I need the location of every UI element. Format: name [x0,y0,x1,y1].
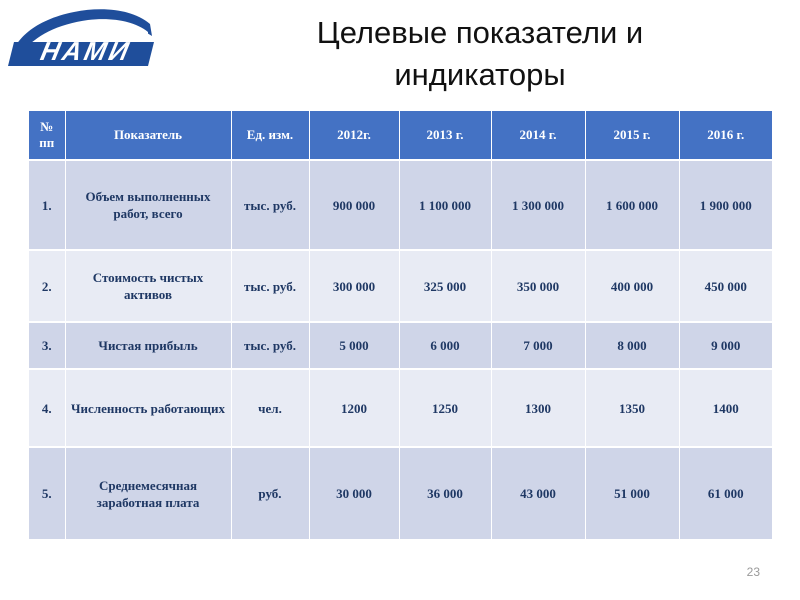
row-number: 2. [29,250,65,322]
value-2013: 1 100 000 [399,160,491,250]
unit-cell: тыс. руб. [231,322,309,369]
table-row [29,447,772,539]
header-row [29,111,772,160]
header-2013: 2013 г. [399,111,491,160]
header-2015: 2015 г. [585,111,679,160]
value-2013: 36 000 [399,447,491,539]
indicator-name: Численность работающих [65,369,231,447]
unit-cell: чел. [231,369,309,447]
value-2016: 61 000 [679,447,772,539]
value-2014: 7 000 [491,322,585,369]
value-2013: 6 000 [399,322,491,369]
header-indicator: Показатель [65,111,231,160]
page-title [200,12,760,96]
value-2014: 1 300 000 [491,160,585,250]
value-2012: 5 000 [309,322,399,369]
header-unit: Ед. изм. [231,111,309,160]
row-number: 3. [29,322,65,369]
nami-logo [4,2,156,72]
indicator-name: Объем выполненных работ, всего [65,160,231,250]
table-row [29,322,772,369]
unit-cell: руб. [231,447,309,539]
value-2016: 9 000 [679,322,772,369]
unit-cell: тыс. руб. [231,160,309,250]
value-2014: 43 000 [491,447,585,539]
indicator-name: Чистая прибыль [65,322,231,369]
row-number: 4. [29,369,65,447]
row-number: 1. [29,160,65,250]
indicators-table [29,111,772,539]
value-2016: 1 900 000 [679,160,772,250]
value-2015: 51 000 [585,447,679,539]
value-2015: 8 000 [585,322,679,369]
table-row [29,250,772,322]
unit-cell: тыс. руб. [231,250,309,322]
title-line-1: Целевые показатели и [316,15,644,50]
header-2012: 2012г. [309,111,399,160]
row-number: 5. [29,447,65,539]
value-2016: 1400 [679,369,772,447]
value-2013: 1250 [399,369,491,447]
indicator-name: Среднемесячная заработная плата [65,447,231,539]
value-2015: 400 000 [585,250,679,322]
value-2015: 1 600 000 [585,160,679,250]
header-2014: 2014 г. [491,111,585,160]
table-row [29,160,772,250]
value-2012: 300 000 [309,250,399,322]
value-2014: 1300 [491,369,585,447]
title-line-2: индикаторы [394,57,566,92]
slide-number: 23 [746,565,760,579]
value-2014: 350 000 [491,250,585,322]
value-2015: 1350 [585,369,679,447]
value-2012: 900 000 [309,160,399,250]
logo-text: НАМИ [37,36,135,66]
value-2016: 450 000 [679,250,772,322]
header-2016: 2016 г. [679,111,772,160]
value-2013: 325 000 [399,250,491,322]
value-2012: 30 000 [309,447,399,539]
header-num: № пп [29,111,65,160]
value-2012: 1200 [309,369,399,447]
table-row [29,369,772,447]
indicator-name: Стоимость чистых активов [65,250,231,322]
